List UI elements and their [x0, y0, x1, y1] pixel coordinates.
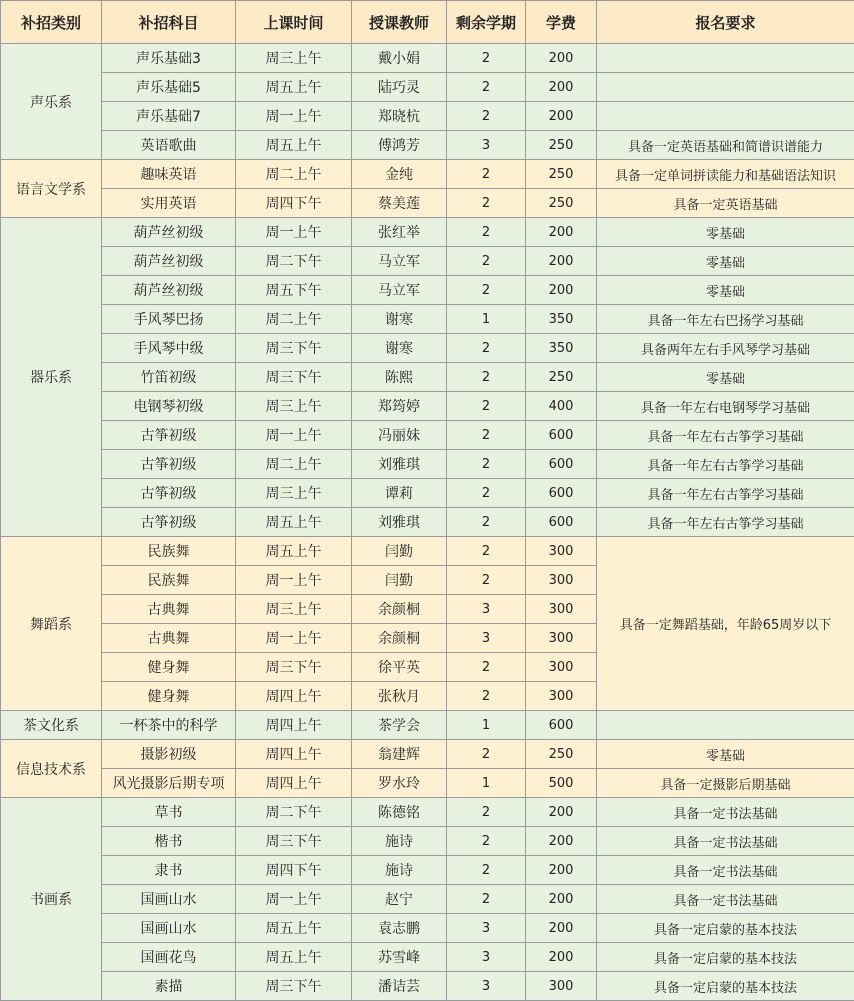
table-row [1, 334, 854, 363]
time-cell: 周三下午 [236, 972, 352, 1001]
table-row [1, 450, 854, 479]
terms-cell: 2 [447, 740, 526, 769]
requirement-cell: 具备一年左右古筝学习基础 [597, 508, 854, 537]
terms-cell: 3 [447, 943, 526, 972]
table-row [1, 537, 854, 566]
fee-cell: 200 [526, 102, 597, 131]
terms-cell: 2 [447, 218, 526, 247]
terms-cell: 2 [447, 856, 526, 885]
fee-cell: 300 [526, 566, 597, 595]
header-subject: 补招科目 [102, 1, 236, 44]
terms-cell: 1 [447, 711, 526, 740]
header-row [1, 1, 854, 44]
terms-cell: 2 [447, 827, 526, 856]
subject-cell: 素描 [102, 972, 236, 1001]
terms-cell: 3 [447, 624, 526, 653]
teacher-cell: 谭莉 [352, 479, 447, 508]
table-row [1, 247, 854, 276]
teacher-cell: 郑晓杭 [352, 102, 447, 131]
subject-cell: 古筝初级 [102, 508, 236, 537]
table-row [1, 885, 854, 914]
fee-cell: 300 [526, 624, 597, 653]
subject-cell: 古筝初级 [102, 479, 236, 508]
requirement-cell: 具备一定单词拼读能力和基础语法知识 [597, 160, 854, 189]
fee-cell: 200 [526, 798, 597, 827]
requirement-cell: 零基础 [597, 218, 854, 247]
fee-cell: 600 [526, 450, 597, 479]
terms-cell: 2 [447, 392, 526, 421]
terms-cell: 2 [447, 247, 526, 276]
time-cell: 周五上午 [236, 508, 352, 537]
teacher-cell: 余颜桐 [352, 595, 447, 624]
fee-cell: 250 [526, 363, 597, 392]
fee-cell: 200 [526, 44, 597, 73]
category-cell: 声乐系 [1, 44, 102, 160]
category-cell: 信息技术系 [1, 740, 102, 798]
category-cell: 语言文学系 [1, 160, 102, 218]
table-row [1, 798, 854, 827]
subject-cell: 古典舞 [102, 624, 236, 653]
requirement-cell [597, 44, 854, 73]
fee-cell: 350 [526, 334, 597, 363]
terms-cell: 2 [447, 160, 526, 189]
time-cell: 周五上午 [236, 914, 352, 943]
subject-cell: 草书 [102, 798, 236, 827]
fee-cell: 300 [526, 972, 597, 1001]
terms-cell: 2 [447, 479, 526, 508]
teacher-cell: 马立军 [352, 276, 447, 305]
time-cell: 周三上午 [236, 479, 352, 508]
terms-cell: 2 [447, 334, 526, 363]
fee-cell: 300 [526, 595, 597, 624]
requirement-cell: 具备一年左右古筝学习基础 [597, 479, 854, 508]
time-cell: 周三下午 [236, 334, 352, 363]
requirement-cell: 具备一定英语基础和简谱识谱能力 [597, 131, 854, 160]
requirement-cell: 具备两年左右手风琴学习基础 [597, 334, 854, 363]
table-row [1, 305, 854, 334]
table-row [1, 943, 854, 972]
terms-cell: 2 [447, 566, 526, 595]
subject-cell: 健身舞 [102, 653, 236, 682]
teacher-cell: 蔡美莲 [352, 189, 447, 218]
teacher-cell: 施诗 [352, 827, 447, 856]
subject-cell: 民族舞 [102, 566, 236, 595]
requirement-cell: 零基础 [597, 276, 854, 305]
fee-cell: 600 [526, 421, 597, 450]
category-cell: 书画系 [1, 798, 102, 1001]
header-requirement: 报名要求 [597, 1, 854, 44]
teacher-cell: 陈德铭 [352, 798, 447, 827]
fee-cell: 200 [526, 885, 597, 914]
time-cell: 周一上午 [236, 624, 352, 653]
table-row [1, 508, 854, 537]
time-cell: 周四下午 [236, 189, 352, 218]
requirement-cell: 具备一定摄影后期基础 [597, 769, 854, 798]
teacher-cell: 茶学会 [352, 711, 447, 740]
requirement-cell: 零基础 [597, 363, 854, 392]
teacher-cell: 袁志鹏 [352, 914, 447, 943]
terms-cell: 3 [447, 131, 526, 160]
terms-cell: 2 [447, 537, 526, 566]
fee-cell: 250 [526, 189, 597, 218]
table-row [1, 740, 854, 769]
fee-cell: 500 [526, 769, 597, 798]
header-category: 补招类别 [1, 1, 102, 44]
time-cell: 周二下午 [236, 247, 352, 276]
subject-cell: 古典舞 [102, 595, 236, 624]
fee-cell: 200 [526, 276, 597, 305]
table-row [1, 44, 854, 73]
fee-cell: 300 [526, 537, 597, 566]
subject-cell: 声乐基础5 [102, 73, 236, 102]
fee-cell: 300 [526, 653, 597, 682]
category-cell: 茶文化系 [1, 711, 102, 740]
fee-cell: 200 [526, 247, 597, 276]
requirement-cell: 具备一定书法基础 [597, 827, 854, 856]
time-cell: 周四上午 [236, 711, 352, 740]
terms-cell: 2 [447, 44, 526, 73]
time-cell: 周二上午 [236, 160, 352, 189]
subject-cell: 葫芦丝初级 [102, 218, 236, 247]
fee-cell: 300 [526, 682, 597, 711]
subject-cell: 声乐基础3 [102, 44, 236, 73]
teacher-cell: 徐平英 [352, 653, 447, 682]
requirement-cell: 具备一定启蒙的基本技法 [597, 914, 854, 943]
terms-cell: 2 [447, 276, 526, 305]
terms-cell: 3 [447, 972, 526, 1001]
requirement-cell: 零基础 [597, 247, 854, 276]
teacher-cell: 潘诘芸 [352, 972, 447, 1001]
time-cell: 周二上午 [236, 450, 352, 479]
table-row [1, 392, 854, 421]
time-cell: 周一上午 [236, 885, 352, 914]
table-row [1, 479, 854, 508]
table-row [1, 73, 854, 102]
time-cell: 周三下午 [236, 653, 352, 682]
table-row [1, 421, 854, 450]
table-row [1, 102, 854, 131]
time-cell: 周五上午 [236, 73, 352, 102]
terms-cell: 3 [447, 914, 526, 943]
requirement-cell: 具备一定书法基础 [597, 856, 854, 885]
table-row [1, 160, 854, 189]
terms-cell: 2 [447, 508, 526, 537]
fee-cell: 600 [526, 711, 597, 740]
subject-cell: 国画花鸟 [102, 943, 236, 972]
teacher-cell: 马立军 [352, 247, 447, 276]
teacher-cell: 陈熙 [352, 363, 447, 392]
header-terms: 剩余学期 [447, 1, 526, 44]
terms-cell: 2 [447, 798, 526, 827]
requirement-cell: 具备一定启蒙的基本技法 [597, 972, 854, 1001]
teacher-cell: 苏雪峰 [352, 943, 447, 972]
table-row [1, 972, 854, 1001]
subject-cell: 隶书 [102, 856, 236, 885]
teacher-cell: 陆巧灵 [352, 73, 447, 102]
terms-cell: 1 [447, 769, 526, 798]
fee-cell: 250 [526, 160, 597, 189]
time-cell: 周三上午 [236, 44, 352, 73]
subject-cell: 国画山水 [102, 885, 236, 914]
subject-cell: 风光摄影后期专项 [102, 769, 236, 798]
terms-cell: 2 [447, 653, 526, 682]
subject-cell: 民族舞 [102, 537, 236, 566]
header-time: 上课时间 [236, 1, 352, 44]
time-cell: 周二下午 [236, 798, 352, 827]
terms-cell: 2 [447, 363, 526, 392]
time-cell: 周五上午 [236, 131, 352, 160]
requirement-cell: 具备一年左右古筝学习基础 [597, 450, 854, 479]
requirement-cell: 具备一定舞蹈基础，年龄65周岁以下 [597, 537, 854, 711]
teacher-cell: 刘雅琪 [352, 508, 447, 537]
teacher-cell: 张红举 [352, 218, 447, 247]
fee-cell: 400 [526, 392, 597, 421]
fee-cell: 250 [526, 131, 597, 160]
time-cell: 周四上午 [236, 682, 352, 711]
fee-cell: 250 [526, 740, 597, 769]
time-cell: 周三下午 [236, 363, 352, 392]
subject-cell: 摄影初级 [102, 740, 236, 769]
requirement-cell [597, 711, 854, 740]
subject-cell: 国画山水 [102, 914, 236, 943]
table-row [1, 363, 854, 392]
time-cell: 周一上午 [236, 218, 352, 247]
time-cell: 周一上午 [236, 566, 352, 595]
terms-cell: 2 [447, 885, 526, 914]
subject-cell: 英语歌曲 [102, 131, 236, 160]
time-cell: 周三上午 [236, 392, 352, 421]
time-cell: 周一上午 [236, 421, 352, 450]
requirement-cell: 零基础 [597, 740, 854, 769]
requirement-cell [597, 73, 854, 102]
terms-cell: 2 [447, 682, 526, 711]
terms-cell: 1 [447, 305, 526, 334]
table-row [1, 189, 854, 218]
time-cell: 周二上午 [236, 305, 352, 334]
table-row [1, 711, 854, 740]
requirement-cell [597, 102, 854, 131]
terms-cell: 2 [447, 421, 526, 450]
header-fee: 学费 [526, 1, 597, 44]
teacher-cell: 闫勤 [352, 537, 447, 566]
fee-cell: 200 [526, 827, 597, 856]
table-row [1, 827, 854, 856]
fee-cell: 600 [526, 479, 597, 508]
subject-cell: 古筝初级 [102, 421, 236, 450]
time-cell: 周五上午 [236, 943, 352, 972]
subject-cell: 葫芦丝初级 [102, 247, 236, 276]
table-row [1, 131, 854, 160]
table-row [1, 856, 854, 885]
fee-cell: 200 [526, 943, 597, 972]
teacher-cell: 谢寒 [352, 305, 447, 334]
subject-cell: 电钢琴初级 [102, 392, 236, 421]
table-row [1, 276, 854, 305]
subject-cell: 竹笛初级 [102, 363, 236, 392]
teacher-cell: 冯丽妹 [352, 421, 447, 450]
time-cell: 周三上午 [236, 595, 352, 624]
subject-cell: 趣味英语 [102, 160, 236, 189]
requirement-cell: 具备一定书法基础 [597, 798, 854, 827]
teacher-cell: 张秋月 [352, 682, 447, 711]
subject-cell: 声乐基础7 [102, 102, 236, 131]
time-cell: 周五上午 [236, 537, 352, 566]
time-cell: 周五下午 [236, 276, 352, 305]
teacher-cell: 余颜桐 [352, 624, 447, 653]
teacher-cell: 翁建辉 [352, 740, 447, 769]
teacher-cell: 施诗 [352, 856, 447, 885]
subject-cell: 楷书 [102, 827, 236, 856]
table-row [1, 769, 854, 798]
subject-cell: 手风琴中级 [102, 334, 236, 363]
terms-cell: 2 [447, 73, 526, 102]
time-cell: 周三下午 [236, 827, 352, 856]
fee-cell: 200 [526, 73, 597, 102]
terms-cell: 2 [447, 102, 526, 131]
subject-cell: 古筝初级 [102, 450, 236, 479]
header-teacher: 授课教师 [352, 1, 447, 44]
requirement-cell: 具备一定启蒙的基本技法 [597, 943, 854, 972]
time-cell: 周四下午 [236, 856, 352, 885]
teacher-cell: 闫勤 [352, 566, 447, 595]
requirement-cell: 具备一年左右巴扬学习基础 [597, 305, 854, 334]
subject-cell: 葫芦丝初级 [102, 276, 236, 305]
time-cell: 周一上午 [236, 102, 352, 131]
table-row [1, 914, 854, 943]
table-row [1, 218, 854, 247]
teacher-cell: 刘雅琪 [352, 450, 447, 479]
teacher-cell: 金纯 [352, 160, 447, 189]
teacher-cell: 郑筠婷 [352, 392, 447, 421]
subject-cell: 手风琴巴扬 [102, 305, 236, 334]
terms-cell: 3 [447, 595, 526, 624]
terms-cell: 2 [447, 450, 526, 479]
terms-cell: 2 [447, 189, 526, 218]
requirement-cell: 具备一定英语基础 [597, 189, 854, 218]
teacher-cell: 戴小娟 [352, 44, 447, 73]
fee-cell: 350 [526, 305, 597, 334]
requirement-cell: 具备一定书法基础 [597, 885, 854, 914]
requirement-cell: 具备一年左右电钢琴学习基础 [597, 392, 854, 421]
category-cell: 舞蹈系 [1, 537, 102, 711]
teacher-cell: 谢寒 [352, 334, 447, 363]
requirement-cell: 具备一年左右古筝学习基础 [597, 421, 854, 450]
fee-cell: 600 [526, 508, 597, 537]
teacher-cell: 傅鸿芳 [352, 131, 447, 160]
fee-cell: 200 [526, 218, 597, 247]
teacher-cell: 赵宁 [352, 885, 447, 914]
category-cell: 器乐系 [1, 218, 102, 537]
fee-cell: 200 [526, 856, 597, 885]
time-cell: 周四上午 [236, 769, 352, 798]
time-cell: 周四上午 [236, 740, 352, 769]
teacher-cell: 罗水玲 [352, 769, 447, 798]
subject-cell: 健身舞 [102, 682, 236, 711]
subject-cell: 一杯茶中的科学 [102, 711, 236, 740]
fee-cell: 200 [526, 914, 597, 943]
subject-cell: 实用英语 [102, 189, 236, 218]
